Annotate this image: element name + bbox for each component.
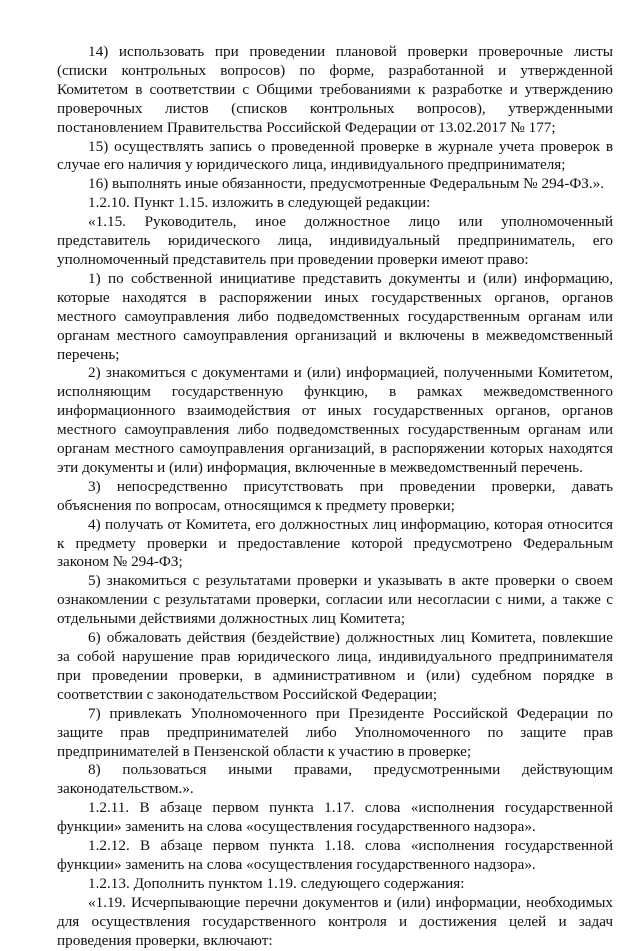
document-body <box>57 43 613 951</box>
paragraph-right-2: 2) знакомиться с документами и (или) информацией, полученными Комитетом, исполняющим государственную функцию, в рамках межведомственного информационного взаимодействия от иных государственных органов, органов местного самоуправления либо подведомственных государственным органам или органам местного самоуправления организаций, в распоряжении которых находятся эти документы и (или) информация, включенные в межведомственный перечень. <box>57 364 613 476</box>
paragraph-1-2-13: 1.2.13. Дополнить пунктом 1.19. следующего содержания: <box>88 874 465 892</box>
paragraph-1-19-intro: «1.19. Исчерпывающие перечни документов и (или) информации, необходимых для осуществления государственного контроля и достижения целей и задач проведения проверки, включают: <box>57 893 613 949</box>
paragraph-1-2-11: 1.2.11. В абзаце первом пункта 1.17. слова «исполнения государственной функции» заменить на слова «осуществления государственного надзора». <box>57 799 613 836</box>
paragraph-item-15: 15) осуществлять запись о проведенной проверке в журнале учета проверок в случае его наличия у юридического лица, индивидуального предпринимателя; <box>57 137 613 174</box>
paragraph-1-2-12: 1.2.12. В абзаце первом пункта 1.18. слова «исполнения государственной функции» заменить на слова «осуществления государственного надзора». <box>57 837 613 873</box>
paragraph-right-7: 7) привлекать Уполномоченного при Президенте Российской Федерации по защите прав предпринимателей либо Уполномоченного по защите прав предпринимателей в Пензенской области к участию в проверке; <box>57 704 613 760</box>
paragraph-right-6: 6) обжаловать действия (бездействие) должностных лиц Комитета, повлекшие за собой нарушение прав юридического лица, индивидуального предпринимателя при проведении проверки, в административном и (или) судебном порядке в соответствии с законодательством Российской Федерации; <box>57 629 613 703</box>
paragraph-1-2-10: 1.2.10. Пункт 1.15. изложить в следующей редакции: <box>88 194 431 212</box>
paragraph-right-4: 4) получать от Комитета, его должностных лиц информацию, которая относится к предмету проверки и предоставление которой предусмотрено Федеральным законом № 294-ФЗ; <box>57 515 613 571</box>
paragraph-item-16: 16) выполнять иные обязанности, предусмотренные Федеральным № 294-ФЗ.». <box>88 175 605 193</box>
paragraph-item-14: 14) использовать при проведении плановой проверки проверочные листы (списки контрольных вопросов) по форме, разработанной и утвержденной Комитетом в соответствии с Общими требованиями к разработке и утверждению проверочных листов (списков контрольных вопросов), утвержденными постановлением Правительства Российской Федерации от 13.02.2017 № 177; <box>57 43 613 136</box>
paragraph-right-8: 8) пользоваться иными правами, предусмотренными действующим законодательством.». <box>57 761 613 798</box>
paragraph-1-15-intro: «1.15. Руководитель, иное должностное лицо или уполномоченный представитель юридического лица, индивидуальный предприниматель, его уполномоченный представитель при проведении проверки имеют право: <box>57 213 613 268</box>
paragraph-right-3: 3) непосредственно присутствовать при проведении проверки, давать объяснения по вопросам, относящимся к предмету проверки; <box>57 477 613 514</box>
paragraph-right-5: 5) знакомиться с результатами проверки и указывать в акте проверки о своем ознакомлении с результатами проверки, согласии или несогласии с ними, а также с отдельными действиями должностных лиц Комитета; <box>57 572 613 628</box>
paragraph-right-1: 1) по собственной инициативе представить документы и (или) информацию, которые находятся в распоряжении иных государственных органов, органов местного самоуправления либо подведомственных государственным органам или органам местного самоуправления организаций и включены в межведомственный перечень; <box>57 269 613 363</box>
